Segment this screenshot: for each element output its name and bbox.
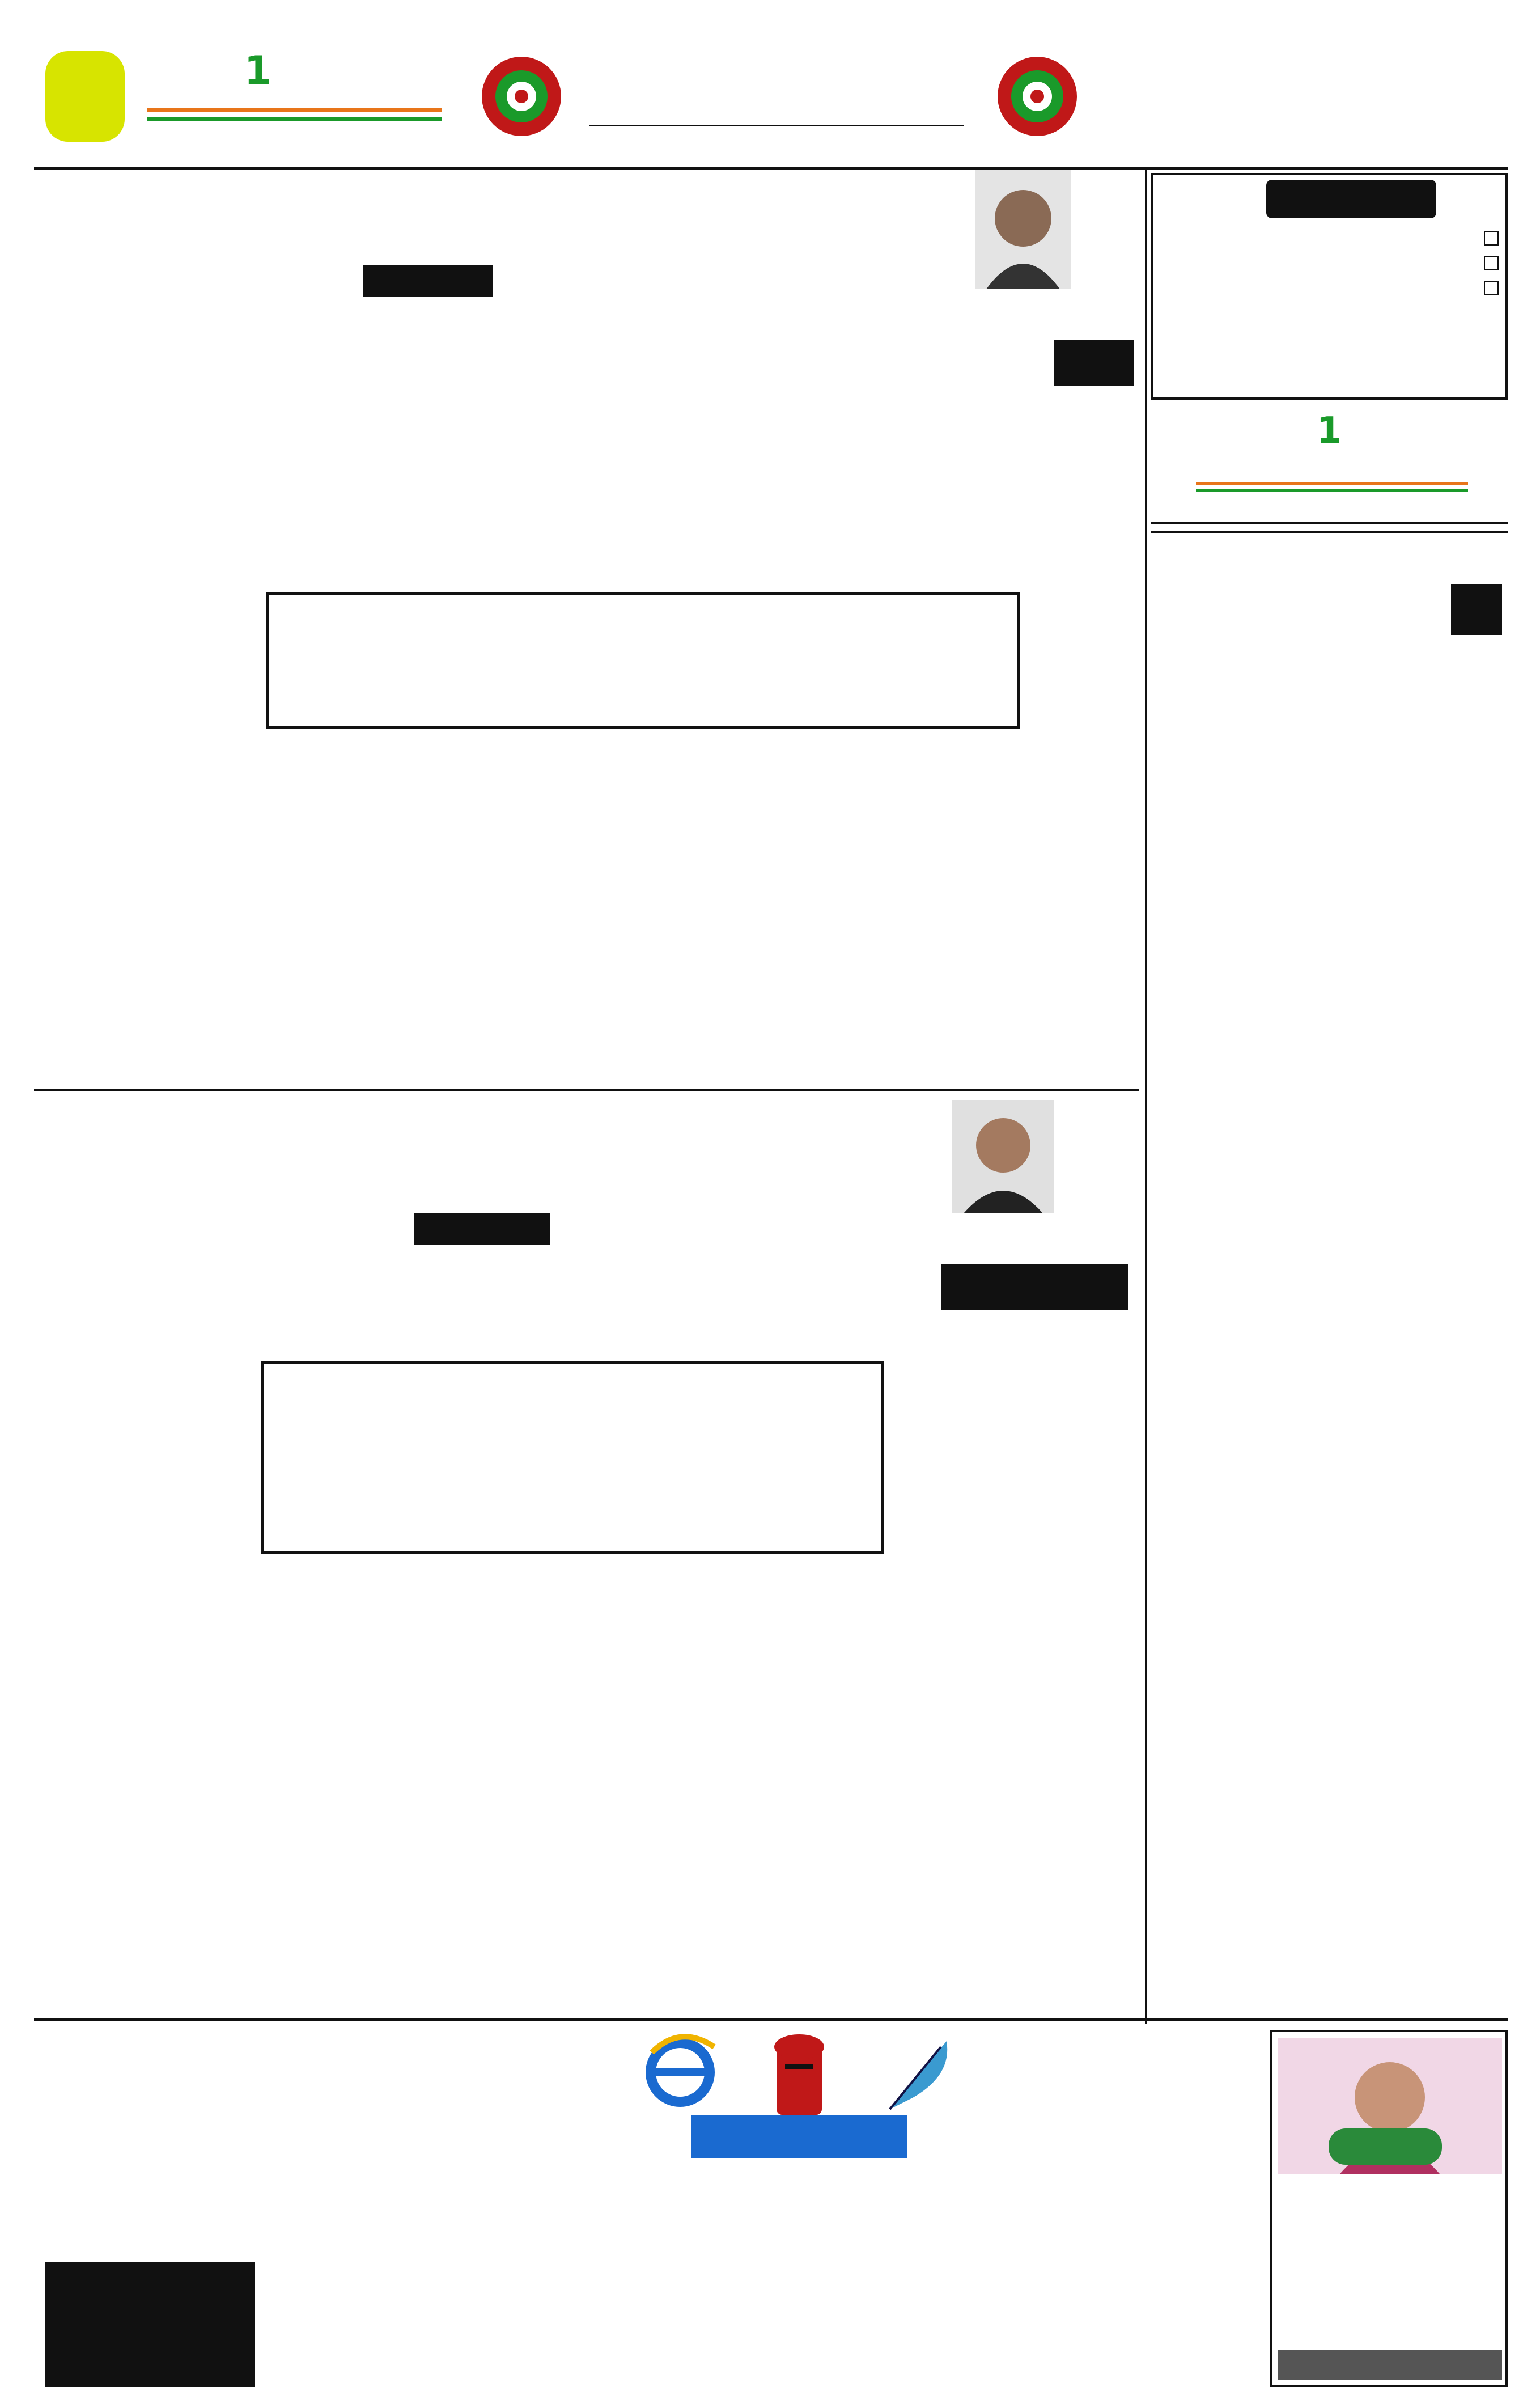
quotes-title — [1266, 180, 1436, 218]
article2-col-8 — [510, 1565, 686, 2013]
article2-col-7 — [697, 1718, 884, 2013]
decorative-star-right-icon — [992, 51, 1083, 142]
article2-column-tag — [941, 1264, 1128, 1310]
letters-banner — [629, 2030, 964, 2189]
quote-item — [1161, 276, 1499, 295]
article2-author-photo — [952, 1100, 1054, 1213]
letters-banner-title — [691, 2115, 907, 2158]
masthead — [34, 40, 1508, 170]
article1-pull-quote — [266, 592, 1020, 729]
article1-col-7 — [709, 737, 873, 1077]
article1-col-9 — [261, 737, 521, 1077]
article1-col-5 — [34, 266, 249, 1055]
checkbox-icon — [1484, 256, 1499, 270]
article2-col-3 — [691, 1213, 884, 1349]
quote-item — [1161, 251, 1499, 270]
bottom-section-divider — [34, 2018, 1508, 2021]
article1-col-3 — [709, 266, 873, 584]
article1-english-quote-2 — [533, 913, 697, 1077]
postbox-icon — [765, 2030, 833, 2115]
article1-col-6 — [884, 811, 1134, 1077]
article2-col-1 — [1020, 1315, 1134, 2013]
logo-flag-stripe — [1196, 482, 1468, 492]
footer — [34, 2187, 1508, 2358]
article2-col-2 — [896, 1315, 1015, 2013]
article2-pull-quote — [261, 1361, 884, 1554]
author-portrait-icon — [952, 1100, 1054, 1213]
checkbox-icon — [1484, 281, 1499, 295]
article1-col-1 — [1020, 391, 1134, 561]
quill-icon — [879, 2030, 958, 2115]
checkbox-icon — [1484, 231, 1499, 246]
article1-col-4 — [533, 266, 697, 584]
date-line-en — [589, 125, 964, 129]
ie-globe-icon — [640, 2030, 720, 2115]
article-divider — [34, 1089, 1139, 1091]
editorial-headline — [1151, 522, 1508, 533]
decorative-star-left-icon — [476, 51, 567, 142]
masthead-logo — [147, 45, 442, 159]
article1-column-tag — [1054, 340, 1134, 386]
article1-english-quote-3 — [261, 266, 499, 584]
quote-item — [1161, 226, 1499, 246]
quotes-list — [1161, 226, 1499, 301]
article2-col-5 — [261, 1247, 550, 1349]
logo-one-badge: 1 — [1316, 410, 1342, 452]
editorial-body — [1156, 584, 1502, 1905]
article2-col-4 — [561, 1213, 686, 1349]
sidebar-divider — [1145, 170, 1147, 2024]
quotes-box — [1151, 173, 1508, 400]
sidebar-logo — [1196, 408, 1468, 516]
article2-sidebar-tag — [414, 1213, 550, 1245]
poetry-box-title — [1329, 2128, 1442, 2165]
article2-col-9 — [261, 1565, 499, 2013]
article1-col-8 — [533, 737, 697, 907]
article2-col-6 — [34, 1213, 249, 2013]
logo-one-badge: 1 — [244, 48, 272, 94]
page-number — [45, 51, 125, 142]
article2-english-quote — [697, 1565, 884, 1712]
logo-flag-stripe — [147, 108, 442, 121]
